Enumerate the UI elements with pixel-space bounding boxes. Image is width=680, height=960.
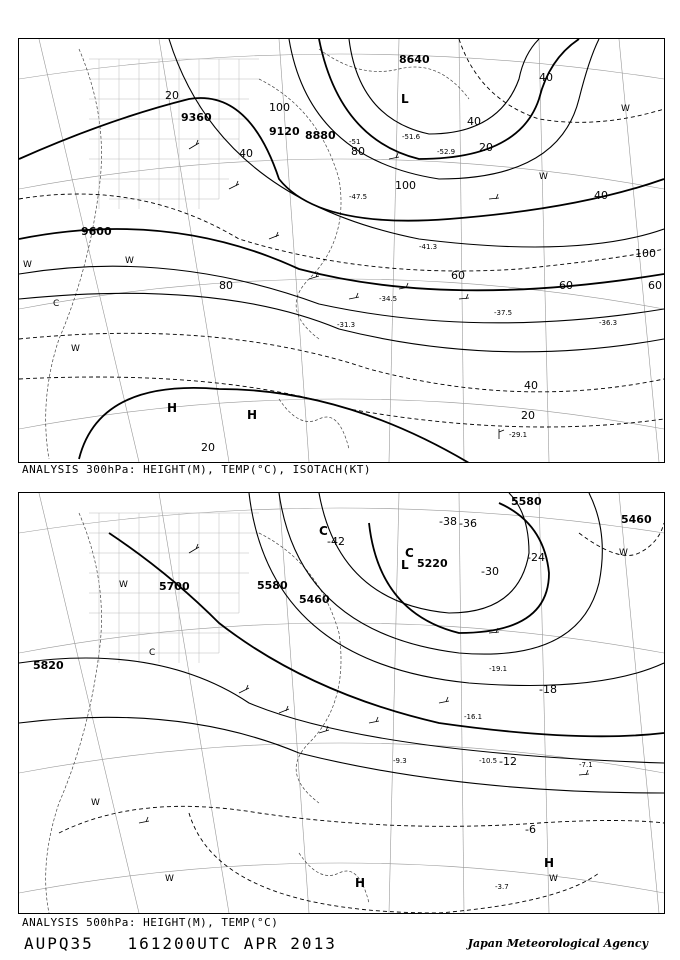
isotach-label: 20 xyxy=(479,141,493,154)
isotach-label: 60 xyxy=(451,269,465,282)
isotherms xyxy=(19,39,664,427)
isotherm-label: -24 xyxy=(527,551,545,564)
temp-label: -47.5 xyxy=(349,193,368,201)
temp-label: -51.6 xyxy=(402,133,421,141)
coastline xyxy=(46,49,469,459)
height-contours xyxy=(19,39,664,462)
pressure-centers xyxy=(319,524,554,890)
cold-mark: C xyxy=(53,299,60,309)
caption-500hpa: ANALYSIS 500hPa: HEIGHT(M), TEMP(°C) xyxy=(22,916,279,929)
warm-mark: W xyxy=(549,874,558,884)
height-label: 5460 xyxy=(299,593,330,606)
warm-mark: W xyxy=(91,798,100,808)
station-value: -9.3 xyxy=(393,757,407,765)
warm-mark: W xyxy=(23,260,32,270)
warm-mark: W xyxy=(125,256,134,266)
height-label: 8880 xyxy=(305,129,336,142)
temp-label: -34.5 xyxy=(379,295,398,303)
cold-center: C xyxy=(405,546,414,560)
warm-mark: W xyxy=(539,172,548,182)
isotach-label: 40 xyxy=(539,71,553,84)
temp-label: -41.3 xyxy=(419,243,438,251)
warm-cold-marks xyxy=(91,548,628,884)
isotach-label: 100 xyxy=(395,179,416,192)
chart-id: AUPQ35 xyxy=(24,934,94,953)
high-center: H xyxy=(247,408,258,422)
chart-identifier xyxy=(24,934,359,953)
isotherm-label: -12 xyxy=(499,755,517,768)
agency-name: Japan Meteorological Agency xyxy=(467,937,648,950)
height-contours-thin xyxy=(19,39,664,352)
isotherm-label: -18 xyxy=(539,683,557,696)
pressure-centers xyxy=(167,92,409,422)
chart-300hpa xyxy=(18,38,665,463)
isotach-label: 80 xyxy=(219,279,233,292)
height-label: 9360 xyxy=(181,111,212,124)
caption-300hpa: ANALYSIS 300hPa: HEIGHT(M), TEMP(°C), ISOTACH(KT) xyxy=(22,463,372,476)
isotach-label: 100 xyxy=(269,101,290,114)
cold-center: C xyxy=(319,524,328,538)
isotherm-label: -6 xyxy=(525,823,536,836)
height-label: 8640 xyxy=(399,53,430,66)
warm-mark: W xyxy=(165,874,174,884)
isotach-label: 20 xyxy=(165,89,179,102)
height-label: 5580 xyxy=(257,579,288,592)
station-value: -3.7 xyxy=(495,883,509,891)
height-label: 5700 xyxy=(159,580,190,593)
warm-mark: W xyxy=(119,580,128,590)
isotherm-label: -42 xyxy=(327,535,345,548)
low-center: L xyxy=(401,92,409,106)
station-value: -16.1 xyxy=(464,713,483,721)
temp-label: -51 xyxy=(349,138,361,146)
isotach-labels xyxy=(165,71,662,454)
temp-label: -52.9 xyxy=(437,148,456,156)
isotach-label: 40 xyxy=(524,379,538,392)
cold-mark: C xyxy=(149,648,156,658)
isotach-label: 80 xyxy=(351,145,365,158)
high-center: H xyxy=(167,401,178,415)
isotherm-label: -36 xyxy=(459,517,477,530)
height-label: 9600 xyxy=(81,225,112,238)
temp-label: -29.1 xyxy=(509,431,528,439)
map-300hpa xyxy=(19,39,664,462)
height-label: 9120 xyxy=(269,125,300,138)
isotach-label: 20 xyxy=(521,409,535,422)
graticule xyxy=(19,493,664,913)
isotach-label: 100 xyxy=(635,247,656,260)
isotach-label: 20 xyxy=(201,441,215,454)
height-label: 5460 xyxy=(621,513,652,526)
high-center: H xyxy=(544,856,555,870)
high-center: H xyxy=(355,876,366,890)
wind-barbs xyxy=(139,544,589,823)
low-center: L xyxy=(401,558,409,572)
warm-mark: W xyxy=(621,104,630,114)
temp-label: -31.3 xyxy=(337,321,356,329)
analysis-datetime: 161200UTC APR 2013 xyxy=(127,934,337,953)
height-label: 5580 xyxy=(511,495,542,508)
station-value: -19.1 xyxy=(489,665,508,673)
isotach-label: 40 xyxy=(467,115,481,128)
temp-label: -37.5 xyxy=(494,309,513,317)
temp-label: -36.3 xyxy=(599,319,618,327)
warm-mark: W xyxy=(71,344,80,354)
isotach-label: 40 xyxy=(594,189,608,202)
station-values xyxy=(393,665,593,891)
warm-mark: W xyxy=(619,548,628,558)
chart-500hpa xyxy=(18,492,665,914)
isotherm-label: -38 xyxy=(439,515,457,528)
isotach-label: 60 xyxy=(559,279,573,292)
height-label: 5220 xyxy=(417,557,448,570)
station-value: -10.5 xyxy=(479,757,498,765)
height-labels xyxy=(81,53,430,238)
station-value: -7.1 xyxy=(579,761,593,769)
map-500hpa xyxy=(19,493,664,913)
isotach-label: 40 xyxy=(239,147,253,160)
height-label: 5820 xyxy=(33,659,64,672)
isotherm-label: -30 xyxy=(481,565,499,578)
isotherms xyxy=(59,523,664,913)
isotach-label: 60 xyxy=(648,279,662,292)
